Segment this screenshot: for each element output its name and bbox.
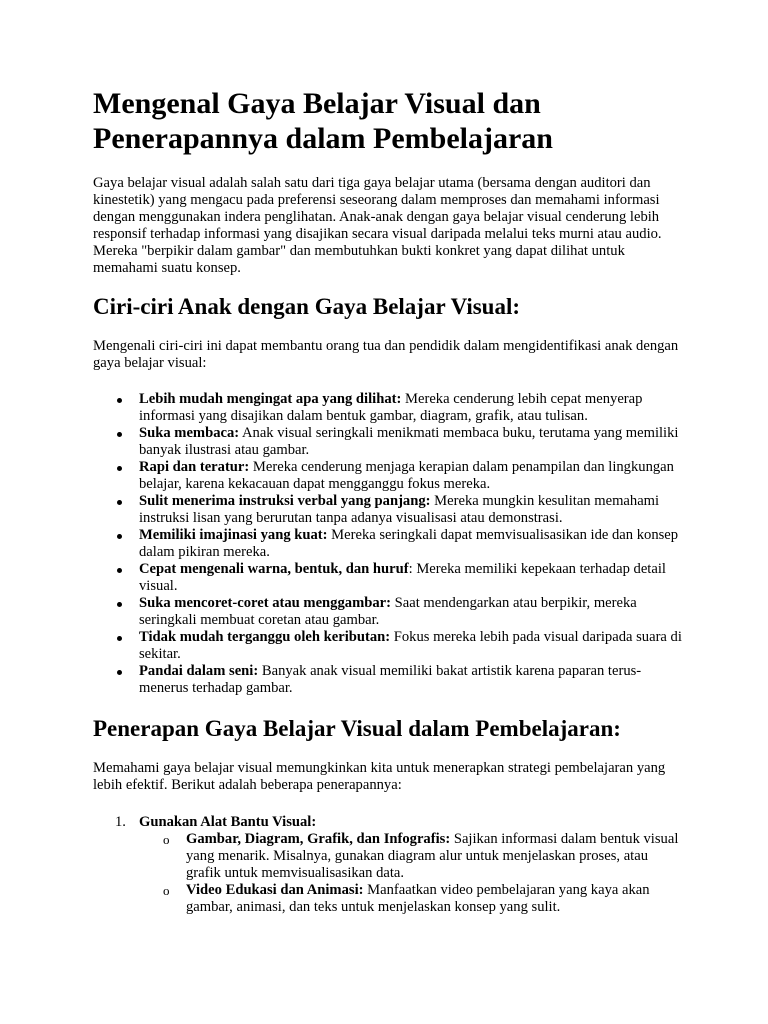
sub-item-bold: Gambar, Diagram, Grafik, dan Infografis: (186, 831, 451, 847)
bullet-icon (117, 500, 122, 505)
list-item (139, 663, 683, 697)
item-bold: Suka mencoret-coret atau menggambar: (139, 595, 391, 611)
bullet-icon (117, 568, 122, 573)
bullet-icon (117, 602, 122, 607)
list-item (139, 595, 683, 629)
item-bold: Tidak mudah terganggu oleh keributan: (139, 629, 391, 645)
item-bold: Pandai dalam seni: (139, 663, 259, 679)
list-item (139, 493, 683, 527)
item-text: Fokus mereka lebih pada visual daripada suara di sekitar. (139, 629, 682, 662)
sub-item-text: Sajikan informasi dalam bentuk visual yang menarik. Misalnya, gunakan diagram alur untuk menjelaskan proses, atau grafik untuk memvisualisasikan data. (186, 831, 679, 881)
item-text: Anak visual seringkali menikmati membaca buku, terutama yang memiliki banyak ilustrasi atau gambar. (139, 425, 679, 458)
list-item (139, 391, 683, 425)
item-text: Saat mendengarkan atau berpikir, mereka seringkali membuat coretan atau gambar. (139, 595, 637, 628)
step-label: Gunakan Alat Bantu Visual: (139, 814, 317, 830)
section1-intro: Mengenali ciri-ciri ini dapat membantu orang tua dan pendidik dalam mengidentifikasi anak dengan gaya belajar visual: (93, 338, 679, 371)
item-bold: Suka membaca: (139, 425, 240, 441)
list-item (139, 425, 683, 459)
section2-heading: Penerapan Gaya Belajar Visual dalam Pembelajaran: (93, 716, 621, 741)
item-bold: Lebih mudah mengingat apa yang dilihat: (139, 391, 402, 407)
list-item (139, 629, 683, 663)
bullet-icon (117, 432, 122, 437)
intro-paragraph: Gaya belajar visual adalah salah satu dari tiga gaya belajar utama (bersama dengan auditori dan kinestetik) yang mengacu pada preferensi seseorang dalam memproses dan memahami informasi dengan menggunakan indera penglihatan. Anak-anak dengan gaya belajar visual cenderung lebih responsif terhadap informasi yang disajikan secara visual daripada melalui teks murni atau audio. Mereka "berpikir dalam gambar" dan membutuhkan bukti konkret yang dapat dilihat untuk memahami suatu konsep. (93, 175, 662, 276)
step-sublist (139, 831, 683, 916)
bullet-icon (117, 534, 122, 539)
item-text: : Mereka memiliki kepekaan terhadap detail visual. (139, 561, 666, 594)
circle-bullet-icon: o (163, 832, 170, 847)
circle-bullet-icon: o (163, 883, 170, 898)
item-text: Mereka cenderung lebih cepat menyerap informasi yang disajikan dalam bentuk gambar, diagram, grafik, atau tulisan. (139, 391, 643, 424)
section1-heading: Ciri-ciri Anak dengan Gaya Belajar Visual: (93, 294, 521, 319)
section2-intro: Memahami gaya belajar visual memungkinkan kita untuk menerapkan strategi pembelajaran yang lebih efektif. Berikut adalah beberapa penerapannya: (93, 760, 666, 793)
item-bold: Sulit menerima instruksi verbal yang panjang: (139, 493, 431, 509)
application-steps (93, 814, 683, 916)
list-item (139, 459, 683, 493)
item-text: Mereka mungkin kesulitan memahami instruksi lisan yang berurutan tanpa adanya visualisasi atau demonstrasi. (139, 493, 660, 526)
sub-list-item (163, 831, 683, 882)
item-text: Mereka cenderung menjaga kerapian dalam penampilan dan lingkungan belajar, karena kekacauan dapat mengganggu fokus mereka. (139, 459, 674, 492)
sub-item-bold: Video Edukasi dan Animasi: (186, 882, 364, 898)
item-text: Mereka seringkali dapat memvisualisasikan ide dan konsep dalam pikiran mereka. (139, 527, 679, 560)
bullet-icon (117, 670, 122, 675)
list-item (139, 527, 683, 561)
bullet-icon (117, 398, 122, 403)
list-item (139, 561, 683, 595)
document-title: Mengenal Gaya Belajar Visual dan Penerapannya dalam Pembelajaran (93, 87, 553, 155)
step-number: 1. (115, 814, 126, 830)
sub-item-text: Manfaatkan video pembelajaran yang kaya akan gambar, animasi, dan teks untuk menjelaskan konsep yang sulit. (186, 882, 650, 915)
bullet-icon (117, 466, 122, 471)
item-bold: Cepat mengenali warna, bentuk, dan huruf (139, 561, 409, 577)
item-bold: Rapi dan teratur: (139, 459, 250, 475)
document-content (93, 86, 683, 916)
sub-list-item (163, 882, 683, 916)
characteristics-list (93, 391, 683, 697)
step-item (115, 814, 683, 916)
item-text: Banyak anak visual memiliki bakat artistik karena paparan terus-menerus terhadap gambar. (139, 663, 642, 696)
item-bold: Memiliki imajinasi yang kuat: (139, 527, 328, 543)
bullet-icon (117, 636, 122, 641)
